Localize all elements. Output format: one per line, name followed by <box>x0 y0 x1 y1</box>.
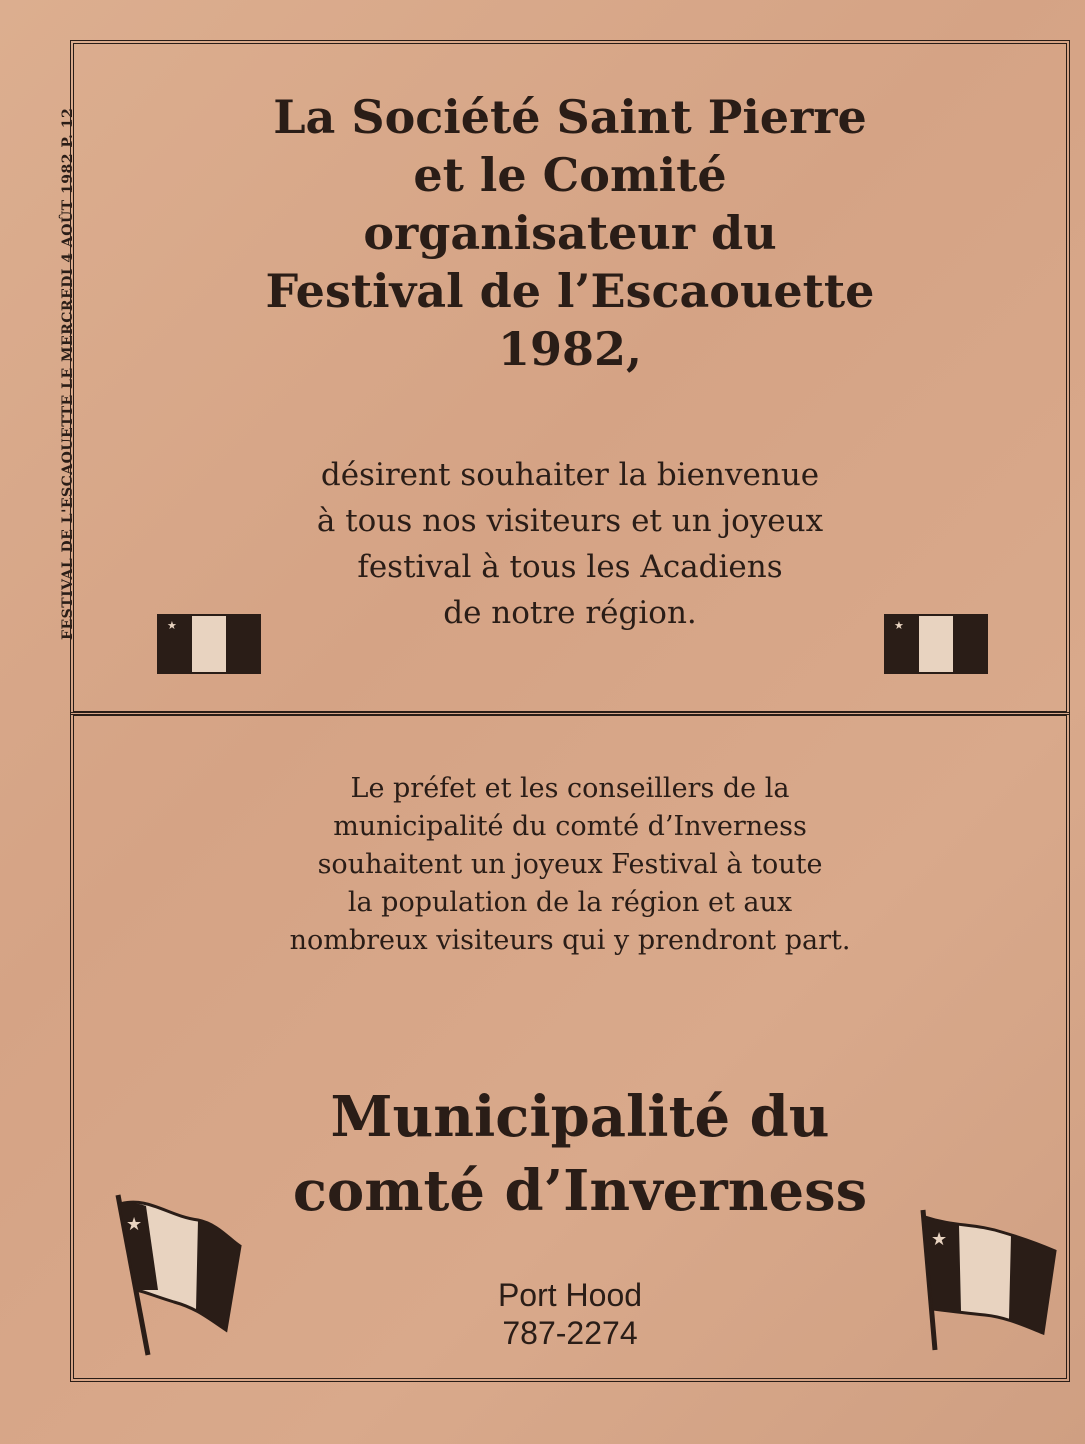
bottom-ad-message <box>80 770 1060 960</box>
acadian-flag-icon: ★ <box>884 614 988 674</box>
acadian-flag-icon: ★ <box>157 614 261 674</box>
message-line: nombreux visiteurs qui y prendront part. <box>289 925 851 956</box>
name-line: comté d’Inverness <box>292 1158 868 1224</box>
message-line: Le préfet et les conseillers de la <box>350 773 790 804</box>
page-header-text: FESTIVAL DE L'ESCAOUETTE LE MERCREDI 4 AOÛT 1982 P. 12 <box>60 107 76 640</box>
top-ad-title <box>80 88 1060 378</box>
title-line: La Société Saint Pierre <box>273 90 867 144</box>
svg-text:★: ★ <box>126 1214 143 1235</box>
message-line: festival à tous les Acadiens <box>357 549 783 585</box>
message-line: de notre région. <box>443 595 697 631</box>
location-text: Port Hood <box>497 1277 643 1313</box>
title-line: et le Comité <box>413 148 727 202</box>
message-line: à tous nos visiteurs et un joyeux <box>316 503 824 539</box>
top-ad-message <box>80 452 1060 636</box>
message-line: souhaitent un joyeux Festival à toute <box>317 849 823 880</box>
title-line: organisateur du <box>363 206 777 260</box>
waving-flag-icon <box>915 1205 1065 1355</box>
page-header-vertical <box>36 40 76 640</box>
message-line: municipalité du comté d’Inverness <box>333 811 807 842</box>
phone-text: 787-2274 <box>502 1315 638 1351</box>
svg-text:★: ★ <box>931 1229 948 1250</box>
title-line: Festival de l’Escaouette <box>265 264 875 318</box>
name-line: Municipalité du <box>330 1084 830 1150</box>
message-line: la population de la région et aux <box>347 887 793 918</box>
waving-flag-icon <box>108 1190 248 1360</box>
message-line: désirent souhaiter la bienvenue <box>320 457 820 493</box>
title-line: 1982, <box>497 322 643 376</box>
